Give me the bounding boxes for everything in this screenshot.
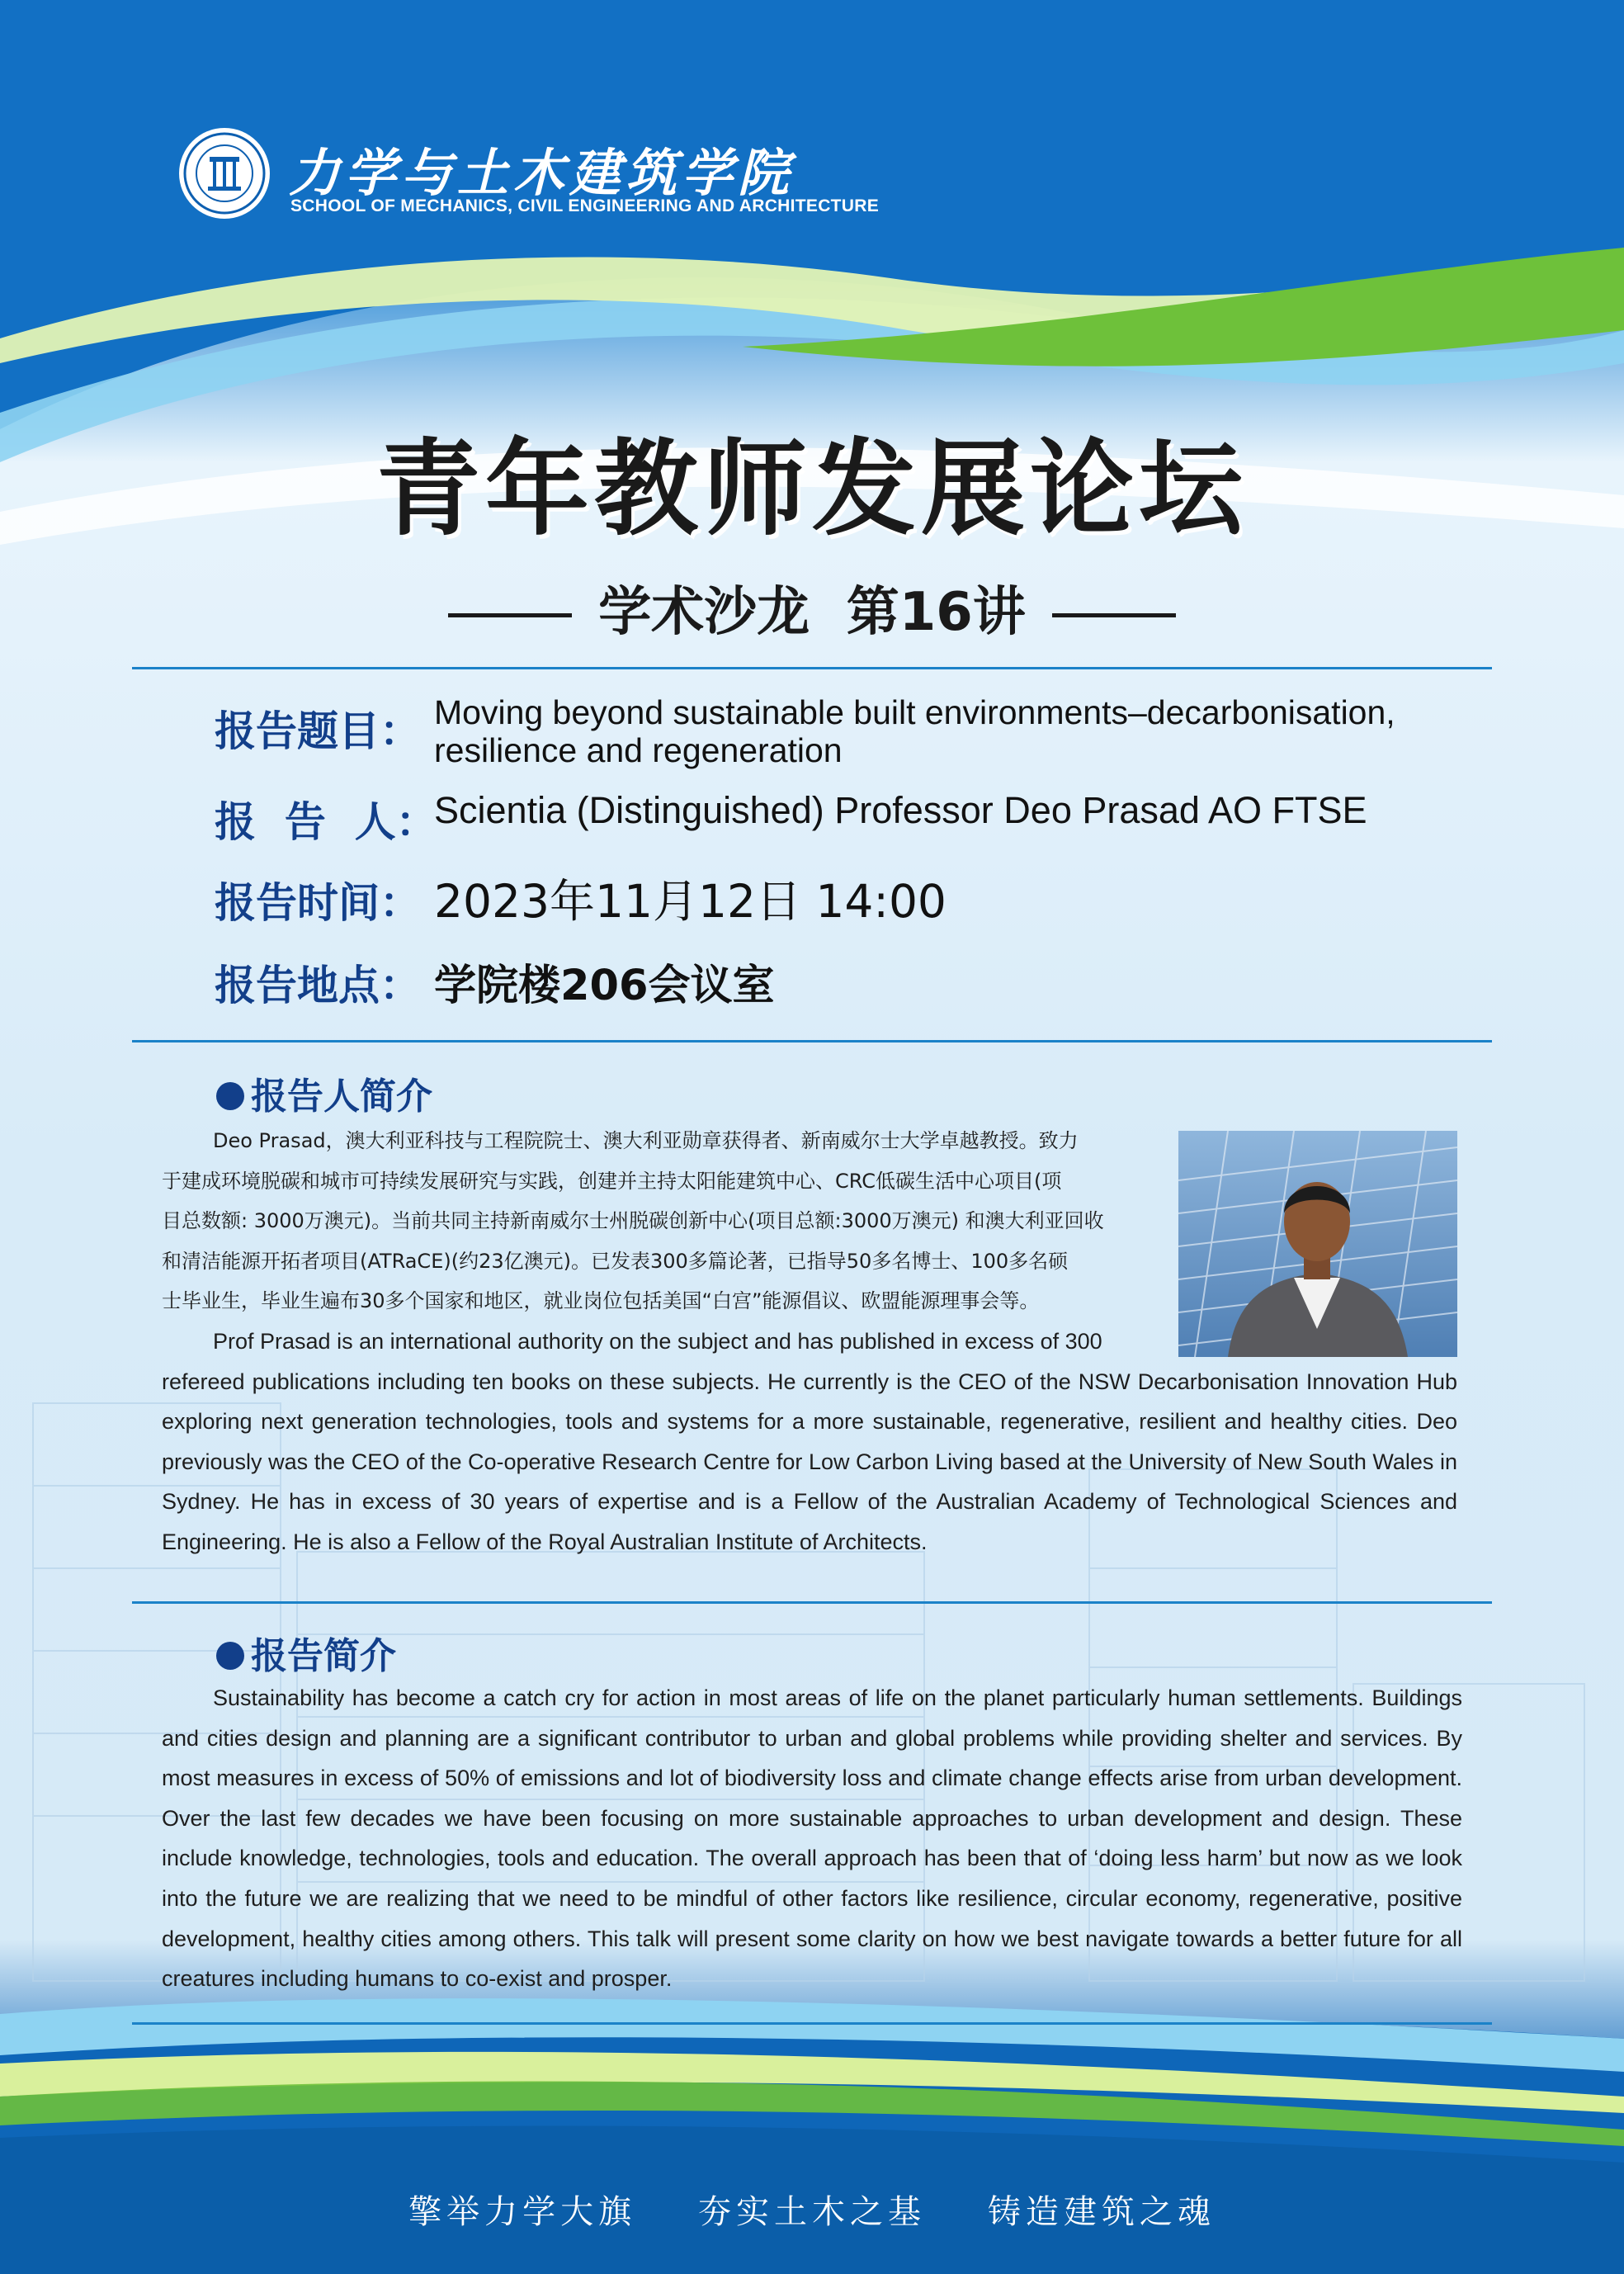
divider-1 <box>132 667 1492 669</box>
place-label: 报告地点： <box>215 962 421 1009</box>
bio-cn-line-3: 目总数额: 3000万澳元)。当前共同主持新南威尔士州脱碳创新中心(项目总额:3000万澳元) 和澳大利亚回收 <box>162 1209 1104 1233</box>
speaker-value: Scientia (Distinguished) Professor Deo Prasad AO FTSE <box>434 789 1367 831</box>
subtitle-row <box>0 570 1624 645</box>
bio-en-body: refereed publications including ten books on these subjects. He currently is the CEO of the NSW Decarbonisation Innovation Hub exploring next generation technologies, tools and systems for a more sustainable, regenerative, resilient and healthy cities. Deo previously was the CEO of the Co-operative Research Centre for Low Carbon Living based at the University of New South Wales in Sydney. He has in excess of 30 years of expertise and is a Fellow of the Australian Academy of Technological Sciences and Engineering. He is also a Fellow of the Royal Australian Institute of Architects. <box>162 1369 1457 1554</box>
bio-en <box>162 1321 1457 1562</box>
abstract-heading <box>216 1626 396 1679</box>
bio-heading <box>216 1066 432 1119</box>
topic-label: 报告题目： <box>215 707 421 755</box>
school-name-en: SCHOOL OF MECHANICS, CIVIL ENGINEERING AND ARCHITECTURE <box>290 196 880 215</box>
forum-title: 青年教师发展论坛 <box>376 428 1248 550</box>
dash-right <box>1052 613 1176 617</box>
bio-cn-line-4: 和清洁能源开拓者项目(ATRaCE)(约23亿澳元)。已发表300多篇论著，已指导50多名博士、100多名硕 <box>162 1249 1069 1273</box>
bio-cn-line-2: 于建成环境脱碳和城市可持续发展研究与实践，创建并主持太阳能建筑中心、CRC低碳生活中心项目(项 <box>162 1169 1062 1193</box>
bullet-icon <box>216 1642 244 1670</box>
time-value: 2023年11月12日 14:00 <box>434 875 947 928</box>
subtitle: 学术沙龙 第16讲 <box>598 582 1026 643</box>
speaker-label: 报 告 人： <box>215 798 437 846</box>
time-label: 报告时间： <box>215 879 421 927</box>
school-name-cn: 力学与土木建筑学院 <box>289 143 795 203</box>
bio-en-line-1: Prof Prasad is an international authority on the subject and has published in excess of 300 <box>213 1329 1102 1354</box>
divider-3 <box>132 1601 1492 1604</box>
bio-cn-line-5: 士毕业生，毕业生遍布30多个国家和地区，就业岗位包括美国“白宫”能源倡议、欧盟能源理事会等。 <box>162 1289 1040 1313</box>
bio-cn <box>162 1121 1168 1321</box>
abstract-heading-text: 报告简介 <box>251 1635 396 1677</box>
divider-2 <box>132 1040 1492 1042</box>
bullet-icon <box>216 1082 244 1110</box>
school-logo-icon <box>177 125 272 221</box>
footer-motto: 擎举力学大旗 夯实土木之基 铸造建筑之魂 <box>408 2193 1216 2231</box>
topic-value <box>434 693 1395 769</box>
dash-left <box>448 613 572 617</box>
divider-4 <box>132 2022 1492 2025</box>
place-value: 学院楼206会议室 <box>434 962 775 1010</box>
topic-line-2: resilience and regeneration <box>434 731 843 769</box>
bio-heading-text: 报告人简介 <box>251 1076 432 1118</box>
topic-line-1: Moving beyond sustainable built environments–decarbonisation, <box>434 693 1395 731</box>
bio-cn-line-1: Deo Prasad，澳大利亚科技与工程院院士、澳大利亚勋章获得者、新南威尔士大学卓越教授。致力 <box>213 1129 1079 1152</box>
abstract-text: Sustainability has become a catch cry for action in most areas of life on the planet particularly human settlements. Buildings and cities design and planning are a significant contributor to urban and global problems while providing shelter and services. By most measures in excess of 50% of emissions and lot of biodiversity loss and climate change effects arise from urban development. Over the last few decades we have been focusing on more sustainable approaches to urban development and design. These include knowledge, technologies, tools and education. The overall approach has been that of ‘doing less harm’ but now as we look into the future we are realizing that we need to be mindful of other factors like resilience, circular economy, regenerative, positive development, healthy cities among others. This talk will present some clarity on how we best navigate towards a better future for all creatures including humans to co-exist and prosper. <box>162 1685 1462 1992</box>
